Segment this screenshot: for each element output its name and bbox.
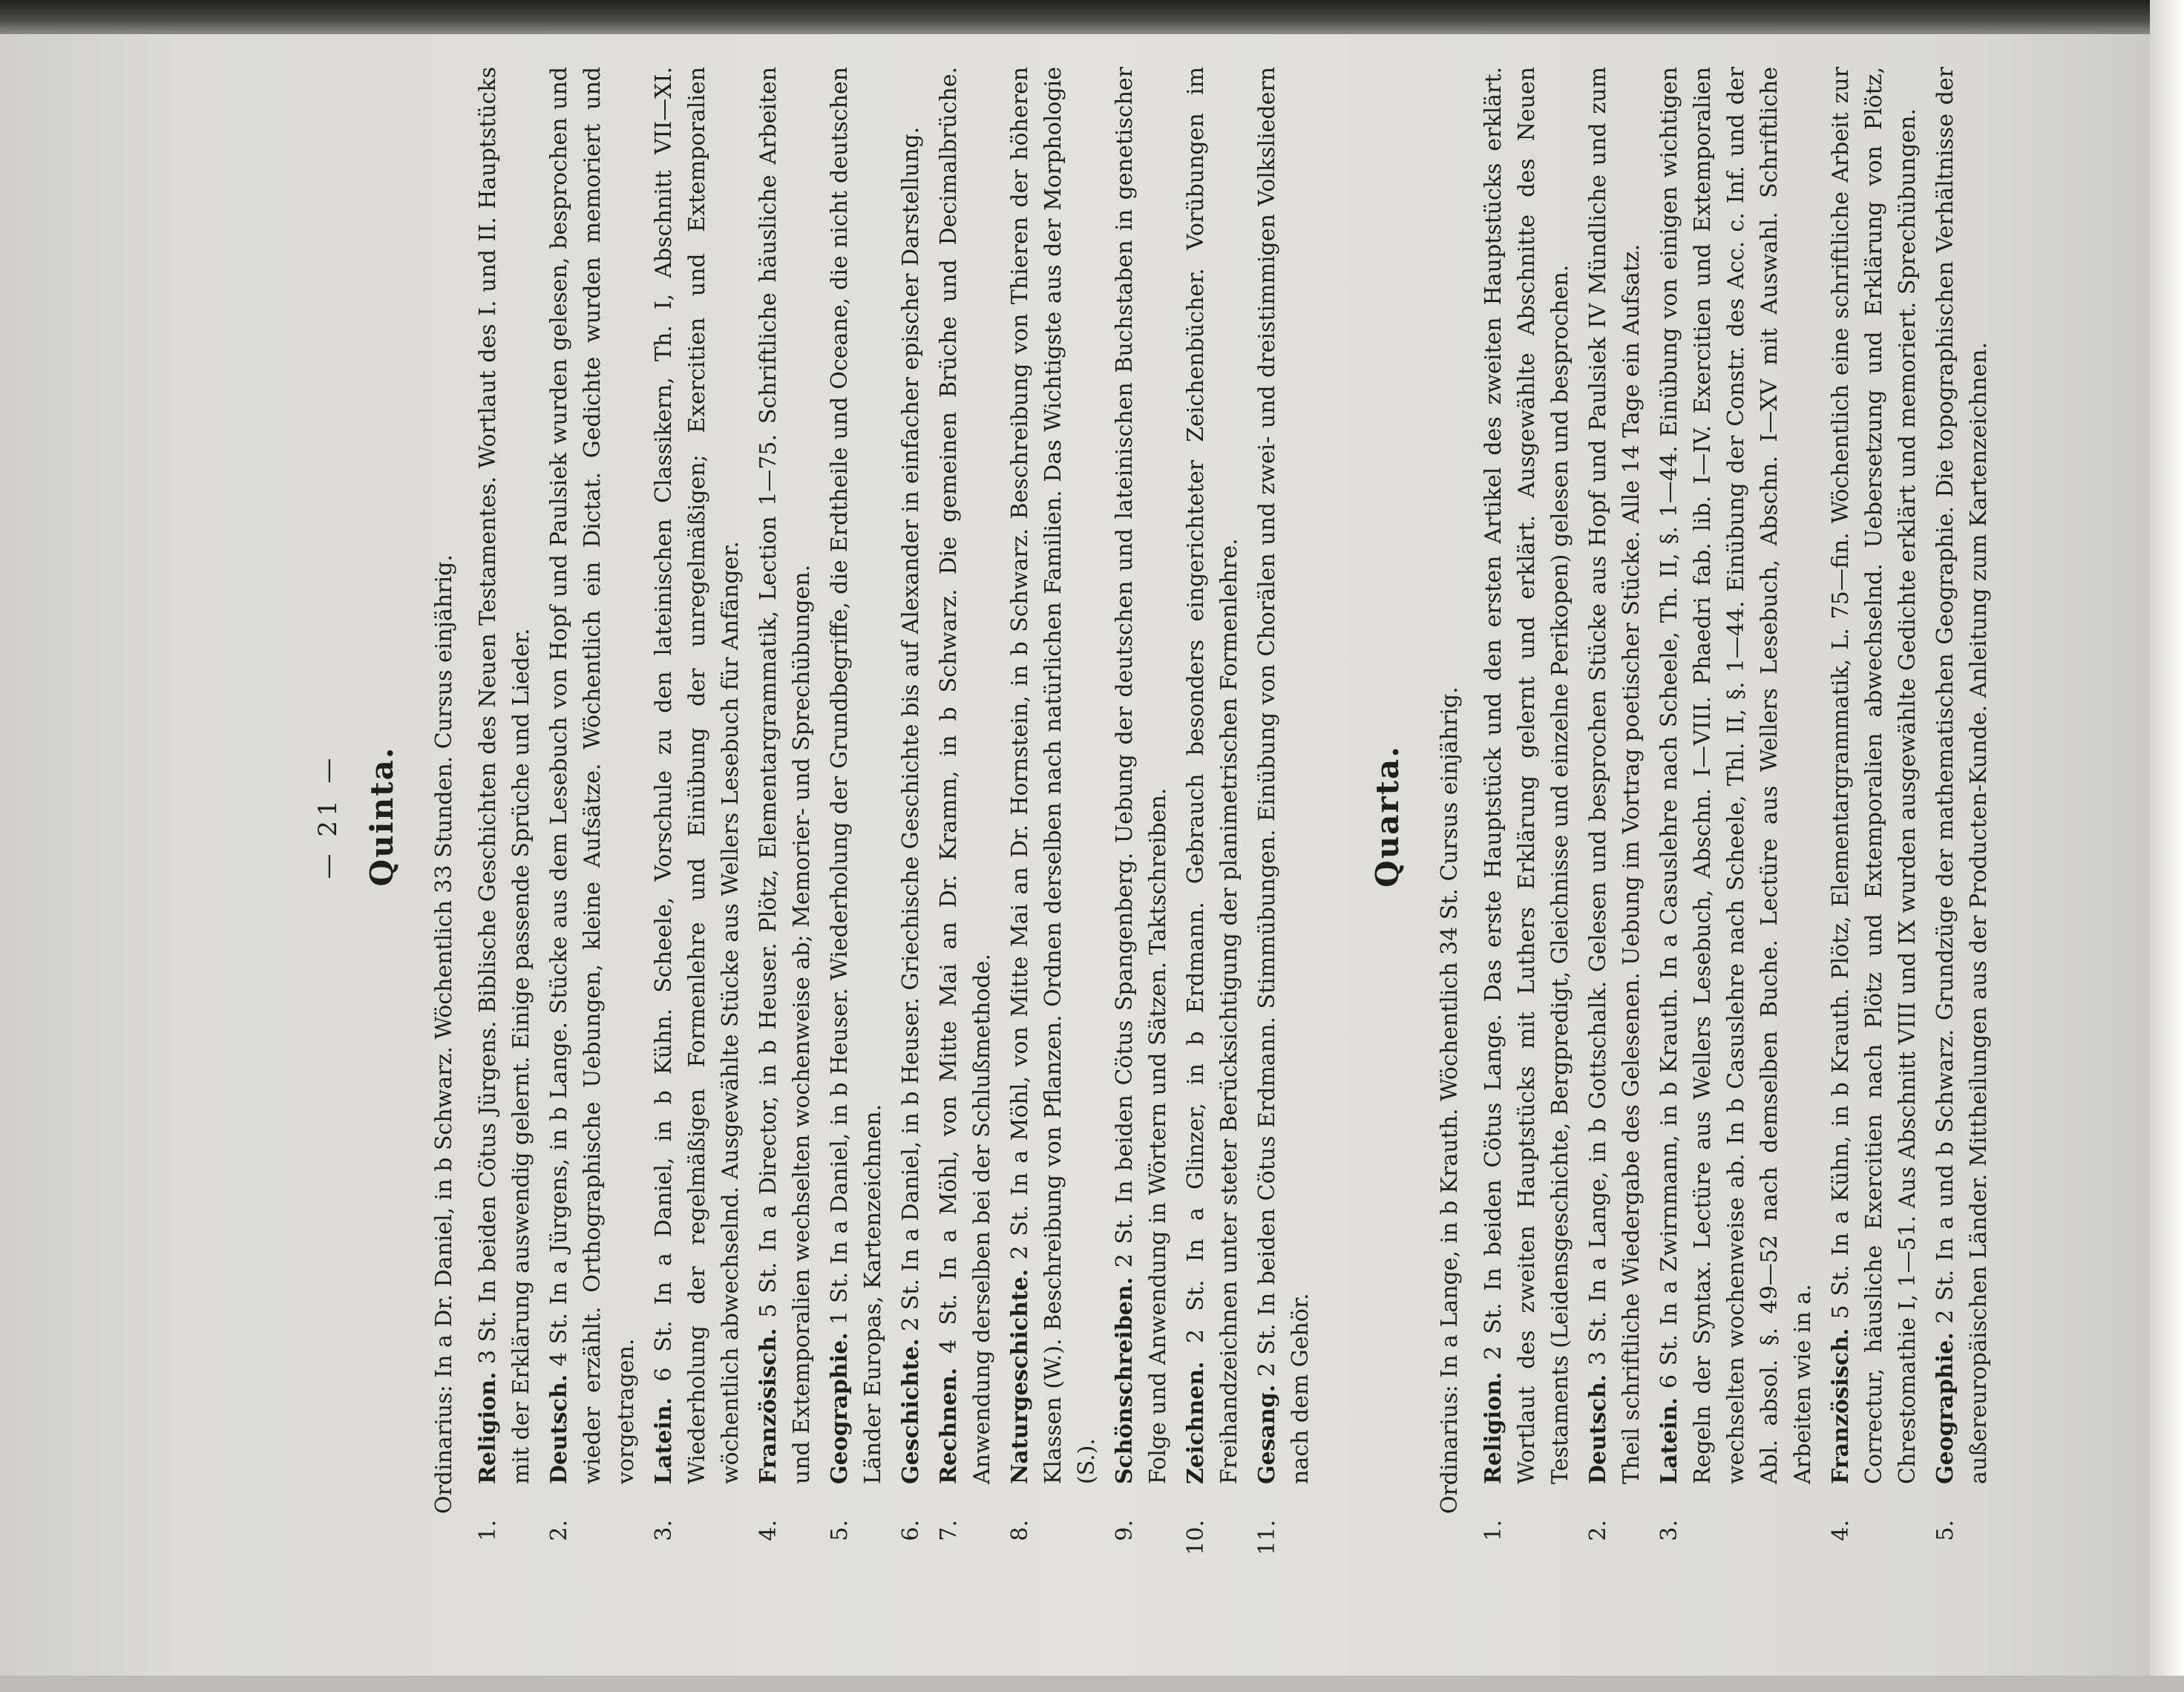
section-title-quarta: Quarta. (1369, 745, 1406, 888)
item-number: 1. (475, 1520, 501, 1541)
item-subject: Religion. (475, 1371, 501, 1484)
item-text: 6 St. In a Zwirnmann, in b Krauth. In a Casuslehre nach Scheele, Th. II, §. 1—44. Einübung von einigen wichtigen Regeln der Syntax. Lectüre aus Wellers Lesebuch, Abschn. I—VIII. Phaedri fab. lib. I—IV. Exercitien und Extemporalien wechselten wochenweise ab. In b Casuslehre nach Scheele, Thl. II, §. 1—44. Einübung der Constr. des Acc. c. Inf. und der Abl. absol. §. 49—52 nach demselben Buche. Lectüre aus Wellers Lesebuch, Abschn. I—XV mit Auswahl. Schriftliche Arbeiten wie in a. (1656, 67, 1816, 1484)
rotated-text-block (312, 67, 2184, 1566)
item-number: 5. (827, 1520, 853, 1541)
page-bottom-edge (0, 1676, 2184, 1692)
item-text: 5 St. In a Kühn, in b Krauth. Plötz, Elementargrammatik, L. 75—fin. Wöchentlich eine schriftliche Arbeit zur Correctur, häusliche Exercitien nach Plötz und Extemporalien abwechselnd. Uebersetzung und Erklärung von Plötz, Chrestomathie I, 1—51. Aus Abschnitt VIII und IX wurden ausgewählte Gedichte erklärt und memoriert. Sprechübungen. (1828, 67, 1921, 1484)
item-text: 4 St. In a Jürgens, in b Lange. Stücke aus dem Lesebuch von Hopf und Paulsiek wurden gelesen, besprochen und wieder erzählt. Orthographische Uebungen, kleine Aufsätze. Wöchentlich ein Dictat. Gedichte wurden memoriert und vorgetragen. (546, 67, 639, 1484)
list-item (752, 67, 819, 1566)
item-subject: Schönschreiben. (1112, 1276, 1138, 1484)
item-text: 2 St. In a Glinzer, in b Erdmann. Gebrauch besonders eingerichteter Zeichenbücher. Vorübungen im Freihandzeichnen unter steter Berücksichtigung der planimetrischen Formenlehre. (1183, 67, 1242, 1484)
ordinarius-line: Ordinarius: In a Dr. Daniel, in b Schwarz. Wöchentlich 33 Stunden. Cursus einjährig. (431, 554, 457, 1514)
item-subject: Rechnen. (936, 1367, 962, 1484)
item-text: 1 St. In a Daniel, in b Heuser. Wiederholung der Grundbegriffe, die Erdtheile und Oceane, die nicht deutschen Länder Europas, Kartenzeichnen. (827, 67, 886, 1484)
page-number: — 21 — (313, 753, 343, 879)
item-number: 9. (1112, 1520, 1138, 1541)
item-text: 5 St. In a Director, in b Heuser. Plötz, Elementargrammatik, Lection 1—75. Schriftliche häusliche Arbeiten und Extemporalien wechselten wochenweise ab; Memorier- und Sprechübungen. (755, 67, 815, 1484)
list-item (894, 67, 928, 1566)
list-item (542, 67, 643, 1566)
list-item (1824, 67, 1924, 1566)
item-text: 2 St. In a Möhl, von Mitte Mai an Dr. Hornstein, in b Schwarz. Beschreibung von Thieren der höheren Klassen (W.). Beschreibung von Pflanzen. Ordnen derselben nach natürlichen Familien. Das Wichtigste aus der Morphologie (S.). (1007, 67, 1100, 1484)
item-subject: Religion. (1480, 1371, 1506, 1484)
item-text: 2 St. In beiden Cötus Erdmann. Stimmübungen. Einübung von Chorälen und zwei- und dreistimmigen Volksliedern nach dem Gehör. (1254, 67, 1314, 1484)
item-number: 1. (1480, 1520, 1506, 1541)
item-number: 3. (651, 1520, 677, 1541)
item-subject: Geographie. (827, 1332, 853, 1484)
item-text: 6 St. In a Daniel, in b Kühn. Scheele, Vorschule zu den lateinischen Classikern, Th. I, Abschnitt VII—XI. Wiederholung der regelmäßigen Formenlehre und Einübung der unregelmäßigen; Exercitien und Extemporalien wöchentlich abwechselnd. Ausgewählte Stücke aus Wellers Lesebuch für Anfänger. (651, 67, 744, 1484)
item-subject: Deutsch. (546, 1374, 572, 1484)
item-text: 3 St. In a Lange, in b Gottschalk. Gelesen und besprochen Stücke aus Hopf und Paulsiek IV Mündliche und zum Theil schriftliche Wiedergabe des Gelesenen. Uebung im Vortrag poetischer Stücke. Alle 14 Tage ein Aufsatz. (1585, 67, 1644, 1484)
list-item (1653, 67, 1820, 1566)
item-number: 2. (1585, 1520, 1611, 1541)
list-item (1929, 67, 1996, 1566)
item-number: 11. (1254, 1520, 1280, 1555)
item-number: 6. (898, 1520, 924, 1541)
list-item (1179, 67, 1246, 1566)
item-number: 8. (1007, 1520, 1033, 1541)
item-subject: Latein. (651, 1397, 677, 1484)
item-number: 5. (1932, 1520, 1958, 1541)
item-number: 4. (1828, 1520, 1854, 1541)
item-text: 2 St. In beiden Cötus Lange. Das erste Hauptstück und den ersten Artikel des zweiten Hauptstücks erklärt. Wortlaut des zweiten Hauptstücks mit Luthers Erklärung gelernt und erklärt. Ausgewählte Abschnitte des Neuen Testaments (Leidensgeschichte, Bergpredigt, Gleichnisse und einzelne Perikopen) gelesen und besprochen. (1480, 67, 1573, 1484)
item-text: 2 St. In beiden Cötus Spangenberg. Uebung der deutschen und lateinischen Buchstaben in genetischer Folge und Anwendung in Wörtern und Sätzen. Taktschreiben. (1112, 67, 1171, 1484)
list-item (823, 67, 890, 1566)
item-subject: Naturgeschichte. (1007, 1268, 1033, 1484)
item-number: 2. (546, 1520, 572, 1541)
item-number: 3. (1656, 1520, 1682, 1541)
item-text: 2 St. In a Daniel, in b Heuser. Griechische Geschichte bis auf Alexander in einfacher epischer Darstellung. (898, 126, 924, 1331)
item-subject: Gesang. (1254, 1384, 1280, 1484)
item-subject: Französisch. (1828, 1328, 1854, 1484)
item-subject: Geschichte. (898, 1338, 924, 1484)
item-text: 3 St. In beiden Cötus Jürgens. Biblische Geschichten des Neuen Testamentes. Wortlaut des I. und II. Hauptstücks mit der Erklärung auswendig gelernt. Einige passende Sprüche und Lieder. (475, 67, 534, 1484)
item-subject: Französisch. (755, 1328, 781, 1484)
item-text: 2 St. In a und b Schwarz. Grundzüge der mathematischen Geographie. Die topographischen Verhältnisse der außereuropäischen Länder. Mittheilungen aus der Producten-Kunde. Anleitung zum Kartenzeichnen. (1932, 67, 1992, 1484)
item-subject: Zeichnen. (1183, 1361, 1209, 1484)
list-item (932, 67, 999, 1566)
item-number: 4. (755, 1520, 781, 1541)
ordinarius-line: Ordinarius: In a Lange, in b Krauth. Wöchentlich 34 St. Cursus einjährig. (1437, 686, 1463, 1514)
item-number: 10. (1183, 1520, 1209, 1555)
section-gap (1322, 67, 1366, 1566)
item-subject: Geographie. (1932, 1332, 1958, 1484)
list-item (647, 67, 747, 1566)
item-text: 4 St. In a Möhl, von Mitte Mai an Dr. Kramm, in b Schwarz. Die gemeinen Brüche und Decimalbrüche. Anwendung derselben bei der Schlußmethode. (936, 67, 995, 1484)
list-item (471, 67, 538, 1566)
section-title-quinta: Quinta. (364, 746, 400, 887)
list-item (1250, 67, 1317, 1566)
list-item (1581, 67, 1648, 1566)
list-item (1003, 67, 1104, 1566)
item-number: 7. (936, 1520, 962, 1541)
item-subject: Latein. (1656, 1397, 1682, 1484)
item-subject: Deutsch. (1585, 1374, 1611, 1484)
list-item (1477, 67, 1577, 1566)
book-binding-shadow (0, 0, 2184, 34)
list-item (1108, 67, 1175, 1566)
